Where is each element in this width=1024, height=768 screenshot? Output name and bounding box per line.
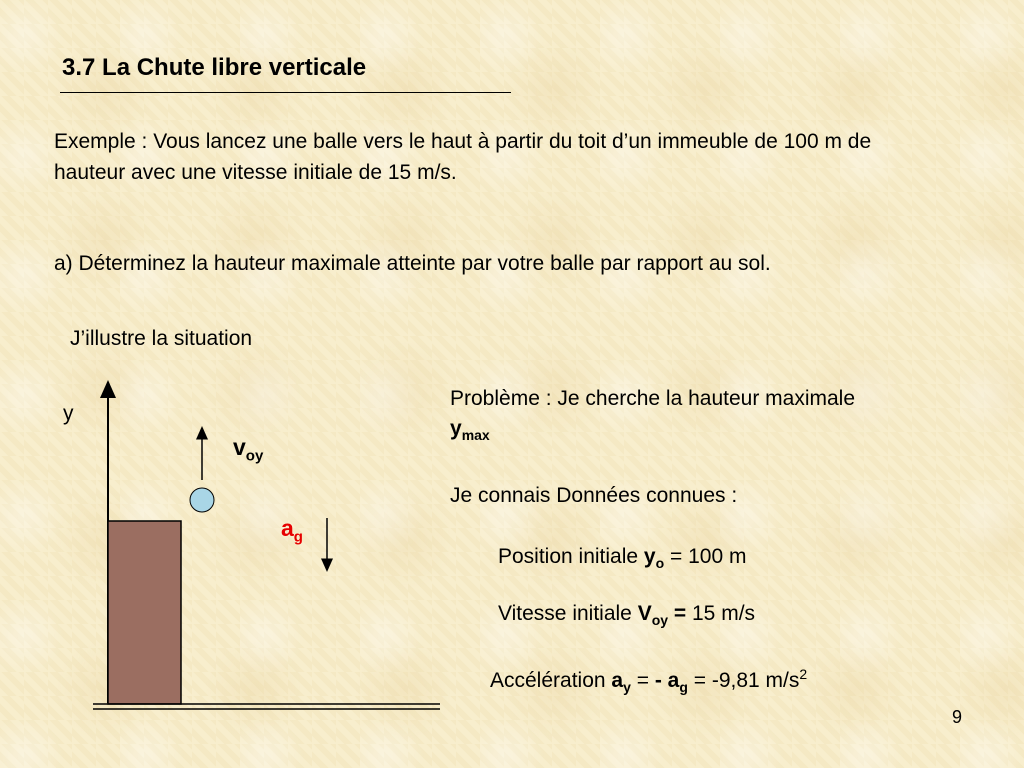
known-data-heading: Je connais Données connues : — [450, 484, 738, 507]
gravity-label: $a_g$ — [281, 515, 303, 546]
y-axis-label: y — [63, 402, 74, 425]
initial-velocity: Vitesse initiale $V_{oy} = 15$ m/s — [498, 602, 756, 629]
page-number: 9 — [952, 707, 963, 727]
building — [108, 521, 181, 704]
problem-text: Problème : Je cherche la hauteur maximale $y_{max}$ — [450, 387, 856, 444]
ball — [190, 488, 214, 512]
slide-title: 3.7 La Chute libre verticale — [62, 54, 367, 81]
example-text: Exemple : Vous lancez une balle vers le haut à partir du toit d’un immeuble de 100 m de hauteur avec une vitesse initiale de 15 m/s. — [54, 130, 872, 184]
question-text: a) Déterminez la hauteur maximale atteinte par votre balle par rapport au sol. — [54, 252, 771, 275]
velocity-label: $v_{oy}$ — [233, 434, 264, 465]
illustrate-text: J’illustre la situation — [70, 327, 253, 350]
initial-position: Position initiale $y_o = 100$ m — [498, 545, 747, 572]
acceleration: Accélération $a_y$ = - $a_g = -9,81$ $m/s^2$ — [490, 666, 808, 696]
